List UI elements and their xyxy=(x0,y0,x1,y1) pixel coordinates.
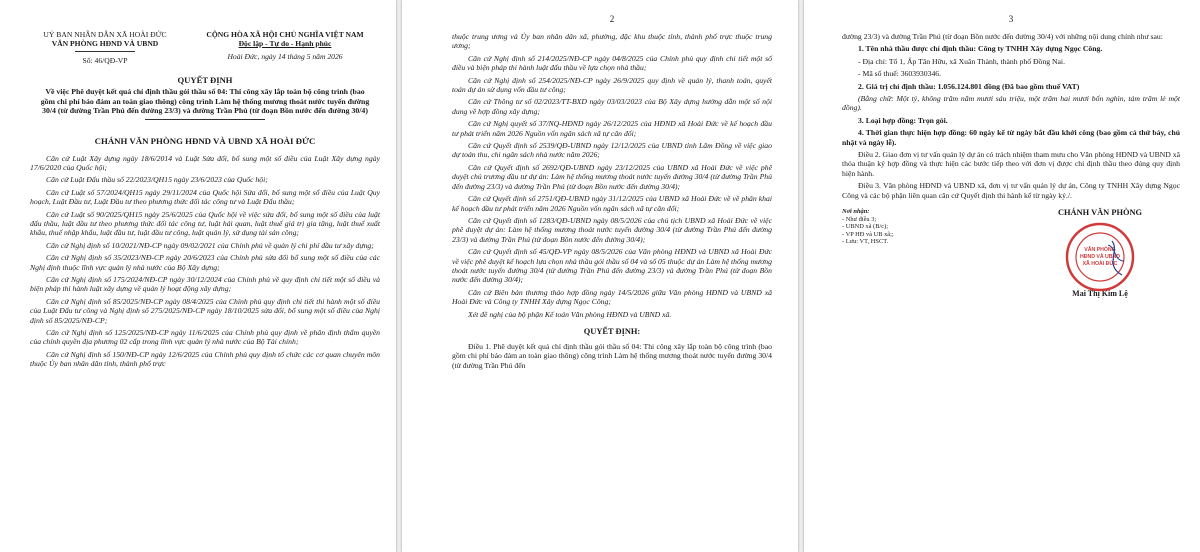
seal-text: VĂN PHÒNG xyxy=(1084,247,1116,254)
basis-paragraph: Căn cứ Luật số 57/2024/QH15 ngày 29/11/2024 của Quốc hội Sửa đổi, bổ sung một số điều của Luật Quy hoạch, Luật Đầu tư, Luật Đầu tư theo phương thức đối tác công tư và Luật Đấu thầu; xyxy=(30,187,380,207)
recipient-item: - UBND xã (B/c); xyxy=(842,223,888,231)
basis-paragraph: Căn cứ Quyết định số 2692/QĐ-UBND ngày 23/12/2025 của UBND xã Hoài Đức về việc phê duyệt chủ trương đầu tư dự án: Làm hệ thống mương thoát nước tuyến đường 30/4 (từ đường Trần Phú đến đường 23/3) và đường Trần Phú (từ đoạn Bồn nước đến đường 30/4); xyxy=(452,162,772,191)
basis-paragraph: Căn cứ Quyết định số 45/QĐ-VP ngày 08/5/2026 của Văn phòng HĐND và UBND xã Hoài Đức về việc phê duyệt kế hoạch lựa chọn nhà thầu gói thầu số 04 và số 05 thuộc dự án Làm hệ thống mương thoát nước tuyến đường 30/4 (từ đường Trần Phú đến đường 23/3) và đường Trần Phú (từ đoạn Bồn nước đến đường 30/4); xyxy=(452,247,772,285)
article-2: Điều 2. Giao đơn vị tư vấn quản lý dự án có trách nhiệm tham mưu cho Văn phòng HĐND và UBND xã thỏa thuận ký hợp đồng và thực hiện các bước tiếp theo với đơn vị được chỉ định thầu theo đúng quy định hiện hành. xyxy=(842,150,1180,178)
signature-row xyxy=(842,208,1180,298)
doc-number: Số: 46/QĐ-VP xyxy=(82,56,128,65)
tax-code: - Mã số thuế: 3603930346. xyxy=(858,69,942,79)
recipient-item: - VP HĐ và UB xã;; xyxy=(842,230,894,238)
basis-paragraph: Căn cứ Quyết định số 1283/QĐ-UBND ngày 08/5/2026 của chủ tịch UBND xã Hoài Đức về việc phê duyệt dự án: Làm hệ thống mương thoát nước tuyến đường 30/4 (từ đường Trần Phú đến đường 23/3) và đường Trần Phú (từ đoạn Bồn nước đến đường 30/4); xyxy=(452,215,772,244)
motto: Độc lập - Tự do - Hạnh phúc xyxy=(238,39,332,48)
signer-name: Mai Thị Kim Lệ xyxy=(1072,289,1128,299)
basis-paragraph: Căn cứ Nghị định số 10/2021/NĐ-CP ngày 09/02/2021 của Chính phủ về quản lý chi phí đầu tư xây dựng; xyxy=(46,240,374,250)
recipient-item: - Lưu: VT, HSCT. xyxy=(842,238,889,246)
basis-paragraph: Căn cứ Quyết định số 2751/QĐ-UBND ngày 31/12/2025 của UBND xã Hoài Đức về về phân khai kế hoạch đầu tư phát triển năm 2026 Nguồn vốn ngân sách xã tự cân đối; xyxy=(452,194,772,213)
basis-paragraph: Xét đề nghị của bộ phận Kế toán Văn phòng HĐND và UBND xã. xyxy=(468,309,672,319)
decision-heading: QUYẾT ĐỊNH: xyxy=(583,326,641,336)
contract-value: 2. Giá trị chỉ định thầu: 1.056.124.801 đồng (Đã bao gồm thuế VAT) xyxy=(858,81,1080,91)
contractor-name: 1. Tên nhà thầu được chỉ định thầu: Công ty TNHH Xây dựng Ngọc Công. xyxy=(858,44,1103,54)
recipients-list xyxy=(842,208,972,298)
signature-block xyxy=(1020,208,1180,298)
basis-paragraph: Căn cứ Luật Xây dựng ngày 18/6/2014 và Luật Sửa đổi, bổ sung một số điều của Luật Xây dựng ngày 17/6/2020 của Quốc hội; xyxy=(30,153,380,172)
value-in-words: (Bằng chữ: Một tỷ, không trăm năm mươi sáu triệu, một trăm hai mươi bốn nghìn, tám trăm lẻ một đồng). xyxy=(842,94,1180,113)
country-name: CỘNG HÒA XÃ HỘI CHỦ NGHĨA VIỆT NAM xyxy=(206,30,364,39)
basis-paragraph: Căn cứ Nghị định số 85/2025/NĐ-CP ngày 08/4/2025 của Chính phủ quy định chi tiết thi hành một số điều của Luật Đấu tư công và Nghị định số 275/2025/NĐ-CP ngày 18/10/2025 sửa đổi, bổ sung một số điều của Nghị định số 85/2025/NĐ-CP; xyxy=(30,296,380,325)
article-1: Điều 1. Phê duyệt kết quả chỉ định thầu gói thầu số 04: Thi công xây lắp toàn bộ công trình (bao gồm chi phí bảo đảm an toàn giao thông) công trình Làm hệ thống mương thoát nước tuyến đường 30/4 (từ đường Trần Phú đến xyxy=(452,341,772,370)
doc-type-title: QUYẾT ĐỊNH xyxy=(177,75,233,85)
basis-paragraph: Căn cứ Luật số 90/2025/QH15 ngày 25/6/2025 của Quốc hội về việc sửa đổi, bổ sung một số điều của luật đấu thầu, luật đầu tư theo phương thức đối tác công tư, luật hải quan, luật thuế giá trị gia tăng, luật thuế xuất khẩu, thuế nhập khẩu, luật đầu tư, luật đầu tư công, luật quản lý, sử dụng tài sản công; xyxy=(30,209,380,238)
issuer-block xyxy=(30,30,180,65)
basis-paragraph: Căn cứ Biên bản thương thảo hợp đồng ngày 14/5/2026 giữa Văn phòng HĐND và UBND xã Hoài Đức và Công ty TNHH Xây dựng Ngọc Công; xyxy=(452,287,772,307)
basis-paragraph: Căn cứ Nghị quyết số 37/NQ-HĐND ngày 26/12/2025 của HĐND xã Hoài Đức về kế hoạch đầu tư phát triển năm 2026 Nguồn vốn ngân sách xã tự cân đối; xyxy=(452,119,772,138)
seal-text: HĐND VÀ UBND xyxy=(1079,254,1121,261)
divider xyxy=(145,119,265,120)
recipient-item: - Như điều 3; xyxy=(842,215,877,223)
article-1-continued: đường 23/3) và đường Trần Phú (từ đoạn Bồn nước đến đường 30/4) với những nội dung chính như sau: xyxy=(842,32,1163,41)
basis-paragraph: Căn cứ Nghị định số 35/2023/NĐ-CP ngày 20/6/2023 của Chính phủ sửa đổi bổ sung một số điều của các Nghị định thuộc lĩnh vực quản lý nhà nước của Bộ Xây dựng; xyxy=(30,253,380,272)
seal-text: XÃ HOÀI ĐỨC xyxy=(1082,261,1118,268)
contractor-address: - Địa chỉ: Tổ 1, Ấp Tân Hữu, xã Xuân Thành, thành phố Đồng Nai. xyxy=(858,56,1065,66)
issuer-parent: UỶ BAN NHÂN DÂN XÃ HOÀI ĐỨC xyxy=(43,30,167,39)
contract-duration: 4. Thời gian thực hiện hợp đồng: 60 ngày kể từ ngày bắt đầu khởi công (bao gồm cả thứ bảy, chủ nhật và ngày lễ). xyxy=(842,128,1180,147)
national-motto-block xyxy=(190,30,380,65)
basis-paragraph: Căn cứ Nghị định số 175/2024/NĐ-CP ngày 30/12/2024 của Chính phủ về quy định chi tiết một số điều và biện pháp thi hành luật xây dựng về quản lý hoạt động xây dựng; xyxy=(30,274,380,294)
article-3: Điều 3. Văn phòng HĐND và UBND xã, đơn vị tư vấn quản lý dự án, Công ty TNHH Xây dựng Ngọc Công và các bộ phận liên quan căn cứ Quyết định thi hành kể từ ngày ký./. xyxy=(842,181,1180,200)
basis-paragraph: Căn cứ Nghị định số 254/2025/NĐ-CP ngày 26/9/2025 quy định về quản lý, thanh toán, quyết toán dự án sử dụng vốn đầu tư công; xyxy=(452,75,772,95)
divider xyxy=(75,51,135,52)
basis-paragraph: Căn cứ Thông tư số 02/2023/TT-BXD ngày 03/03/2023 của Bộ Xây dựng hướng dẫn một số nội dung về hợp đồng xây dựng; xyxy=(452,97,772,116)
page-number: 3 xyxy=(1008,14,1014,24)
basis-paragraph: Căn cứ Nghị định số 150/NĐ-CP ngày 12/6/2025 của Chính phủ quy định tổ chức các cơ quan chuyên môn thuộc Ủy ban nhân dân tỉnh, thành phố trực xyxy=(30,349,380,369)
page-3[interactable] xyxy=(804,0,1200,552)
document-header xyxy=(30,30,380,65)
official-seal-icon xyxy=(1064,221,1136,293)
doc-subject: Về việc Phê duyệt kết quả chỉ định thầu gói thầu số 04: Thi công xây lắp toàn bộ công trình (bao gồm chi phí bảo đảm an toàn giao thông) công trình Làm hệ thống mương thoát nước tuyến đường 30/4 (từ đường Trần Phú đến đường 23/3) và đường Trần Phú (từ đoạn Bồn nước đến đường 30/4) xyxy=(40,87,370,115)
basis-paragraph: Căn cứ Quyết định số 2539/QĐ-UBND ngày 12/12/2025 của UBND tỉnh Lâm Đồng về việc giao dự toán thu, chi ngân sách nhà nước năm 2026; xyxy=(452,141,772,160)
recipients-heading: Nơi nhận: xyxy=(842,208,870,216)
signature-title: CHÁNH VĂN PHÒNG xyxy=(1057,208,1143,218)
basis-paragraph: Căn cứ Luật Đấu thầu số 22/2023/QH15 ngày 23/6/2023 của Quốc hội; xyxy=(46,175,268,185)
page-number: 2 xyxy=(609,14,615,24)
page-2[interactable] xyxy=(402,0,798,552)
issuer-name: VĂN PHÒNG HĐND VÀ UBND xyxy=(51,39,159,48)
basis-paragraph: Căn cứ Nghị định số 125/2025/NĐ-CP ngày 11/6/2025 của Chính phủ quy định về phân định thẩm quyền của chính quyền địa phương 02 cấp trong lĩnh vực quản lý nhà nước của Bộ Tài chính; xyxy=(30,328,380,347)
page-1[interactable] xyxy=(0,0,396,552)
place-date: Hoài Đức, ngày 14 tháng 5 năm 2026 xyxy=(227,52,343,61)
basis-paragraph: Căn cứ Nghị định số 214/2025/NĐ-CP ngày 04/8/2025 của Chính phủ quy định chi tiết một số điều và biện pháp thi hành luật đấu thầu về lựa chọn nhà thầu; xyxy=(452,53,772,73)
contract-type: 3. Loại hợp đồng: Trọn gói. xyxy=(858,115,948,125)
basis-paragraph: thuộc trung ương và Ủy ban nhân dân xã, phường, đặc khu thuộc tỉnh, thành phố trực thuộc trung ương; xyxy=(452,32,772,51)
authority-heading: CHÁNH VĂN PHÒNG HĐND VÀ UBND XÃ HOÀI ĐỨC xyxy=(94,135,316,146)
